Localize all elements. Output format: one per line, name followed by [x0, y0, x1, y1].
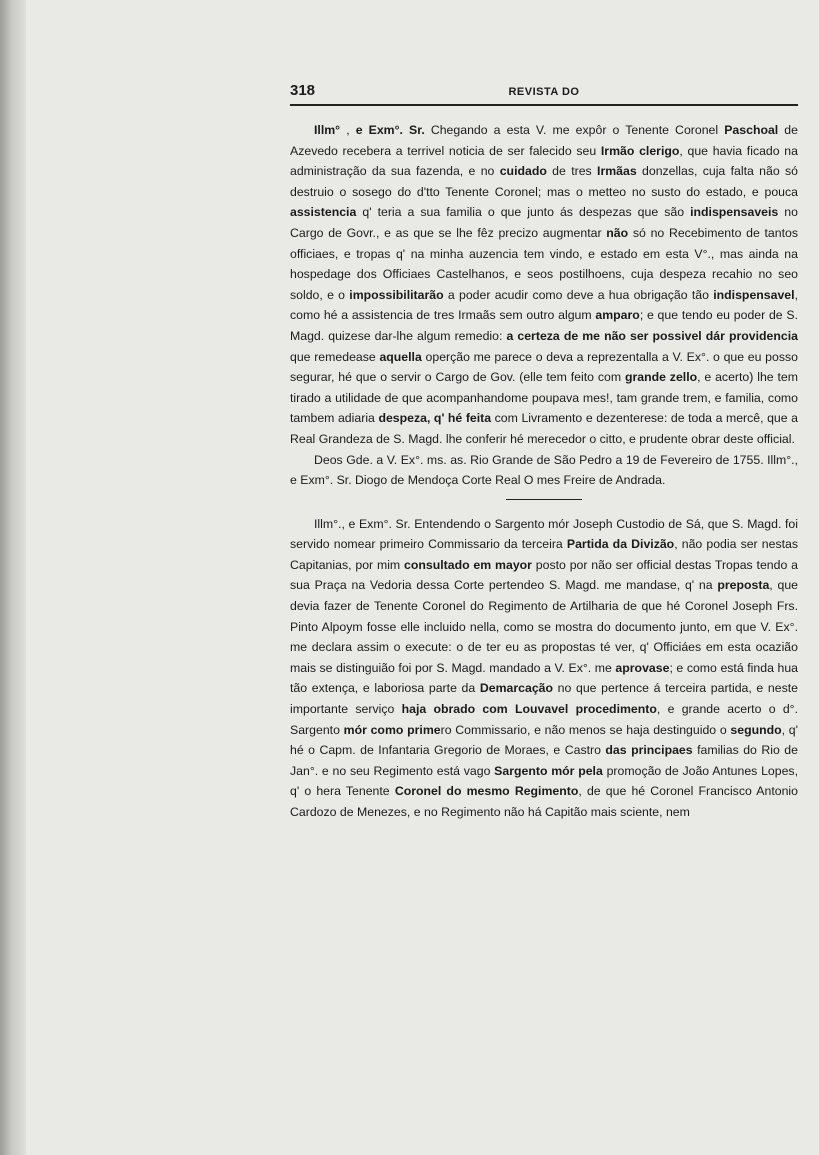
- text-run: que remedease: [290, 349, 380, 364]
- text-run: Irmão clerigo: [600, 143, 680, 158]
- text-run: , e acerto) lhe tem tirado a utilidade de que acompanhandome poupava mes!, tam grande trem, e familia, como tambem adiaria: [290, 370, 798, 426]
- text-run: Sargento mór pela: [494, 763, 603, 778]
- letter1-closing: Deos Gde. a V. Ex°. ms. as. Rio Grande de São Pedro a 19 de Fevereiro de 1755. Illm°., e Exm°. Sr. Diogo de Mendoça Corte Real O mes Freire de Andrada.: [290, 452, 798, 488]
- text-run: amparo: [595, 308, 640, 323]
- text-run: cuidado: [499, 164, 547, 179]
- text-run: ,: [340, 123, 356, 137]
- text-run: despeza, q' hé feita: [378, 411, 492, 426]
- text-run: impossibilitarão: [349, 287, 444, 302]
- text-run: de Azevedo recebera a terrivel noticia de ser falecido seu: [290, 123, 798, 158]
- text-run: a poder acudir como deve a hua obrigação tão: [443, 287, 714, 302]
- letter1-paragraph: [290, 120, 798, 450]
- text-run: a certeza de me não ser possivel dár providencia: [506, 328, 798, 343]
- section-divider: [506, 499, 582, 500]
- page-header: [290, 80, 798, 106]
- text-run: aquella: [379, 349, 422, 364]
- document-page: [290, 80, 798, 823]
- text-run: , e grande acerto o d°. Sargento: [290, 702, 798, 737]
- text-run: familias do Rio de Jan°. e no seu Regimento está vago: [290, 743, 798, 778]
- text-run: de tres: [546, 164, 598, 179]
- text-run: no que pertence á terceira partida, e neste importante serviço: [290, 681, 798, 717]
- page-number: 318: [290, 82, 316, 99]
- body-text: [290, 120, 798, 823]
- scan-gutter: [0, 0, 26, 1155]
- text-run: indispensavel: [713, 287, 795, 302]
- text-run: ro Commissario, e não menos se haja destinguido o: [440, 722, 731, 737]
- text-run: Irmãas: [597, 164, 637, 179]
- text-run: no Cargo de Govr., e as que se lhe fêz precizo augmentar: [290, 205, 798, 240]
- text-run: Partida da Divizão: [566, 537, 675, 552]
- text-run: , que devia fazer de Tenente Coronel do Regimento de Artilharia de que hé Coronel Joseph Frs. Pinto Alpoym fosse elle incluido nella, como se mostra do documento junto, em que V. Ex°. me declara assim o execute: o de ter eu as propostas té ver, q' Officiáes em esta ocazião mais se distinguião foi por S. Magd. mandado a V. Ex°. me: [290, 578, 798, 675]
- text-run: preposta: [717, 578, 770, 593]
- text-run: , não podia ser nestas Capitanias, por mim: [290, 537, 798, 572]
- text-run: não: [606, 225, 629, 240]
- text-run: , como hé a assistencia de tres Irmaãs sem outro algum: [290, 287, 798, 323]
- text-run: operção me parece o deva a reprezentalla a V. Ex°. o que eu posso segurar, hé que o servir o Cargo de Gov. (elle tem feito com: [290, 349, 798, 385]
- text-run: segundo: [730, 722, 782, 737]
- text-run: , que havia ficado na administração da sua fazenda, e no: [290, 143, 798, 179]
- text-run: mór como prime: [343, 722, 441, 737]
- text-run: , q' hé o Capm. de Infantaria Gregorio de Moraes, e Castro: [290, 722, 798, 758]
- text-run: só no Recebimento de tantos officiaes, e tropas q' na minha auzencia tem vindo, e estado em esta V°., mas ainda na hospedage dos Officiaes Castelhanos, e seos postilhoens, cuja despeza recahio no seo soldo, e o: [290, 225, 798, 302]
- text-run: das principaes: [605, 743, 693, 758]
- text-run: Paschoal: [724, 123, 779, 137]
- running-head: REVISTA DO: [508, 86, 580, 98]
- text-run: q' teria a sua familia o que junto ás despezas que são: [356, 205, 691, 220]
- text-run: haja obrado com Louvavel procedimento: [401, 702, 657, 717]
- text-run: Chegando a esta V. me expôr o Tenente Coronel: [424, 123, 725, 137]
- text-run: , de que hé Coronel Francisco Antonio Cardozo de Menezes, e no Regimento não há Capitão mais sciente, nem: [290, 784, 799, 819]
- text-run: donzellas, cuja falta não só destruio o sosego do d'tto Tenente Coronel; mas o metteo no susto do estado, e pouca: [290, 164, 799, 199]
- text-run: indispensaveis: [690, 205, 779, 220]
- text-run: assistencia: [290, 205, 357, 220]
- text-run: grande zello: [624, 370, 698, 385]
- letter2-paragraph: [290, 514, 798, 823]
- text-run: com Livramento e dezenterese: de toda a mercê, que a Real Grandeza de S. Magd. lhe conferir hé merecedor o citto, e prudente obrar deste official.: [290, 411, 798, 446]
- text-run: consultado em mayor: [404, 557, 532, 572]
- text-run: Coronel do mesmo Regimento: [394, 784, 579, 799]
- text-run: e Exm°. Sr.: [355, 123, 425, 137]
- text-run: ; e que tendo eu poder de S. Magd. quizese dar-lhe algum remedio:: [290, 308, 799, 343]
- text-run: posto por não ser official destas Tropas tendo a sua Praça na Vedoria dessa Corte pertendeo S. Magd. me mandase, q' na: [290, 557, 798, 593]
- text-run: ; e como está finda hua tão extença, e laboriosa parte da: [290, 660, 798, 696]
- text-run: Illm°: [314, 123, 341, 137]
- text-run: Illm°., e Exm°. Sr. Entendendo o Sargento mór Joseph Custodio de Sá, que S. Magd. foi servido nomear primeiro Commissario da terceira: [290, 516, 798, 552]
- text-run: aprovase: [615, 660, 670, 675]
- text-run: promoção de João Antunes Lopes, q' o hera Tenente: [290, 763, 798, 799]
- text-run: Demarcação: [479, 681, 554, 696]
